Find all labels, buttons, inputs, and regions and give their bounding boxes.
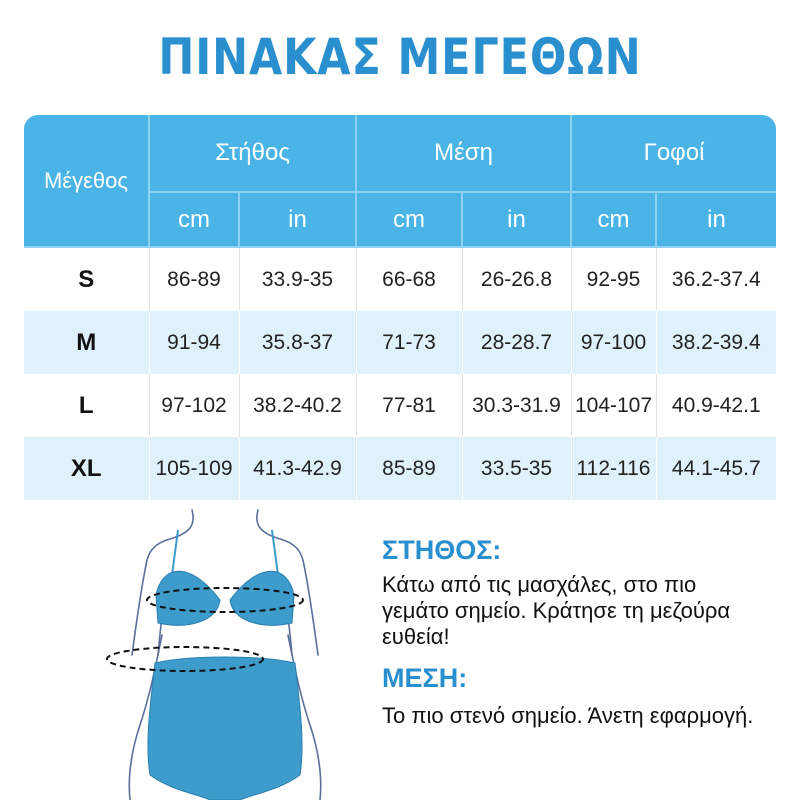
table-cell: 35.8-37: [239, 311, 356, 374]
table-row: [24, 374, 776, 437]
page-title: ΠΙΝΑΚΑΣ ΜΕΓΕΘΩΝ: [158, 28, 642, 86]
size-label: S: [24, 247, 149, 311]
unit-header: in: [656, 192, 776, 247]
table-cell: 97-100: [571, 311, 656, 374]
table-cell: 38.2-40.2: [239, 374, 356, 437]
size-label: XL: [24, 437, 149, 500]
table-cell: 77-81: [356, 374, 462, 437]
table-cell: 28-28.7: [462, 311, 571, 374]
waist-group-header: Μέση: [356, 115, 571, 192]
hips-group-header: Γοφοί: [571, 115, 776, 192]
table-cell: 30.3-31.9: [462, 374, 571, 437]
bust-text: Κάτω από τις μασχάλες, στο πιο γεμάτο σημείο. Κράτησε τη μεζούρα ευθεία!: [382, 572, 731, 649]
table-cell: 38.2-39.4: [656, 311, 776, 374]
bust-group-header: Στήθος: [149, 115, 356, 192]
table-cell: 41.3-42.9: [239, 437, 356, 500]
table-cell: 105-109: [149, 437, 239, 500]
table-cell: 40.9-42.1: [671, 393, 761, 417]
unit-header: in: [462, 192, 571, 247]
unit-header: cm: [356, 192, 462, 247]
waist-heading: ΜΕΣΗ:: [382, 663, 468, 693]
table-cell: 44.1-45.7: [656, 437, 776, 500]
size-label: L: [24, 374, 149, 437]
waist-description: [382, 663, 762, 732]
bust-description: [382, 535, 762, 650]
unit-header: cm: [149, 192, 239, 247]
table-cell: 86-89: [149, 247, 239, 311]
table-row: [24, 247, 776, 311]
body-figure-illustration: [100, 505, 350, 800]
size-label: M: [24, 311, 149, 374]
table-cell: 66-68: [356, 247, 462, 311]
unit-header: in: [239, 192, 356, 247]
table-cell: 92-95: [571, 247, 656, 311]
table-cell: 36.2-37.4: [671, 267, 761, 291]
table-cell: 33.9-35: [239, 247, 356, 311]
bust-heading: ΣΤΗΘΟΣ:: [382, 535, 502, 565]
table-cell: 26-26.8: [462, 247, 571, 311]
table-row: [24, 437, 776, 500]
unit-header: cm: [571, 192, 656, 247]
table-cell: 104-107: [571, 374, 656, 437]
table-cell: 33.5-35: [462, 437, 571, 500]
size-column-header: Μέγεθος: [24, 115, 149, 247]
table-row: [24, 311, 776, 374]
waist-text: Το πιο στενό σημείο. Άνετη εφαρμογή.: [382, 703, 754, 728]
table-cell: 91-94: [149, 311, 239, 374]
table-cell: 71-73: [356, 311, 462, 374]
table-cell: 112-116: [571, 437, 656, 500]
table-cell: 97-102: [149, 374, 239, 437]
size-chart-table: [24, 115, 776, 500]
table-cell: 85-89: [356, 437, 462, 500]
